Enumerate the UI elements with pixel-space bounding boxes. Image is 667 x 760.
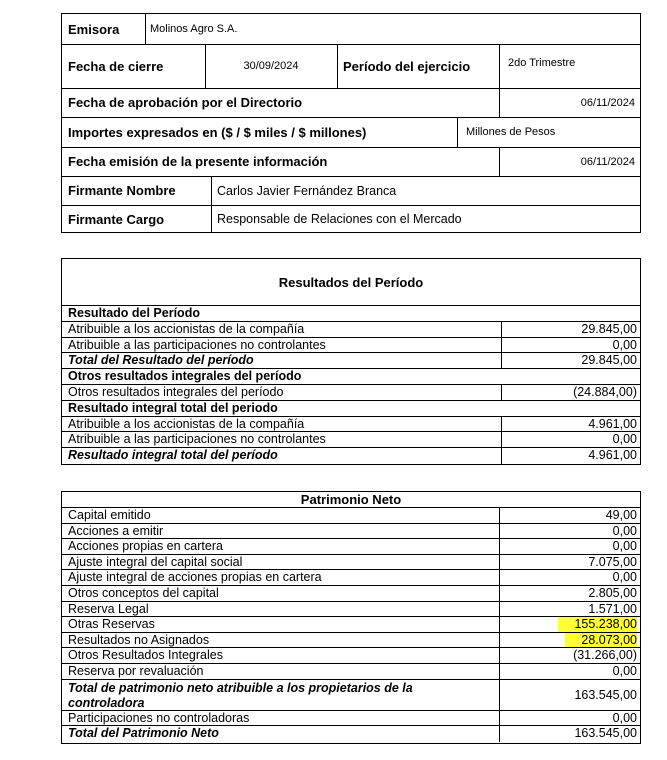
patrimonio-row-value: 1.571,00 (588, 601, 637, 616)
patrimonio-row-label: Reserva por revaluación (68, 664, 204, 678)
aprobacion-value: 06/11/2024 (580, 96, 635, 109)
patrimonio-row-value: 0,00 (612, 664, 637, 678)
patrimonio-row-value: 7.075,00 (588, 554, 637, 569)
resultados-row-label: Resultado integral total del período (68, 448, 278, 463)
resultados-row (62, 385, 640, 401)
patrimonio-row (62, 648, 640, 664)
patrimonio-row (62, 508, 640, 524)
resultados-row (62, 369, 640, 385)
patrimonio-row-value: 28.073,00 (565, 633, 637, 648)
patrimonio-row-value: 0,00 (612, 710, 637, 725)
patrimonio-row-value: (31.266,00) (573, 648, 637, 663)
patrimonio-row-label: Resultados no Asignados (68, 632, 210, 647)
resultados-row-label: Atribuible a los accionistas de la compañía (68, 416, 305, 431)
emisora-label: Emisora (68, 21, 120, 37)
aprobacion-label: Fecha de aprobación por el Directorio (68, 95, 303, 110)
periodo-label: Período del ejercicio (343, 58, 471, 74)
patrimonio-row-label: Ajuste integral de acciones propias en cartera (68, 570, 322, 585)
patrimonio-row-label: Participaciones no controladoras (68, 710, 250, 725)
patrimonio-row-value: 155.238,00 (558, 617, 637, 632)
resultados-row (62, 432, 640, 448)
patrimonio-row-label: Total de patrimonio neto atribuible a los propietarios de la (68, 680, 413, 695)
firmante-cargo-value: Responsable de Relaciones con el Mercado (217, 212, 462, 226)
resultados-row (62, 417, 640, 433)
importes-value: Millones de Pesos (466, 126, 556, 138)
resultados-table (61, 258, 641, 465)
fecha-cierre-value: 30/09/2024 (243, 60, 299, 72)
patrimonio-row-value: 163.545,00 (574, 687, 637, 702)
patrimonio-row-value: 2.805,00 (588, 586, 637, 600)
emision-value: 06/11/2024 (580, 155, 635, 168)
patrimonio-row (62, 539, 640, 555)
resultados-row-value: 0,00 (612, 337, 637, 352)
patrimonio-row-label: Ajuste integral del capital social (68, 554, 243, 569)
patrimonio-row-label: Otros Resultados Integrales (68, 648, 223, 663)
resultados-row-label: Atribuible a las participaciones no controlantes (68, 337, 326, 352)
patrimonio-row-label: Total del Patrimonio Neto (68, 726, 219, 741)
fecha-cierre-label: Fecha de cierre (68, 58, 164, 74)
patrimonio-row-value: 163.545,00 (574, 726, 637, 741)
resultados-row (62, 353, 640, 369)
patrimonio-row-label: Acciones propias en cartera (68, 539, 223, 554)
resultados-row-label: Resultado integral total del periodo (68, 400, 278, 415)
patrimonio-row-label: Acciones a emitir (68, 523, 164, 538)
resultados-title: Resultados del Período (278, 274, 424, 290)
firmante-nombre-value: Carlos Javier Fernández Branca (217, 183, 397, 198)
resultados-row-label: Otros resultados integrales del período (68, 385, 284, 399)
firmante-cargo-label: Firmante Cargo (68, 211, 165, 227)
patrimonio-row (62, 617, 640, 633)
resultados-row-label: Total del Resultado del período (68, 353, 254, 368)
patrimonio-row-value: 0,00 (612, 523, 637, 538)
patrimonio-rows (62, 508, 640, 743)
resultados-row-value: 29.845,00 (581, 321, 637, 336)
patrimonio-row (62, 711, 640, 727)
patrimonio-table (61, 491, 641, 744)
patrimonio-row (62, 633, 640, 649)
patrimonio-row (62, 680, 640, 711)
resultados-row-value: 4.961,00 (588, 416, 637, 431)
issuer-info-table (61, 13, 641, 233)
resultados-row-value: 29.845,00 (581, 353, 637, 368)
patrimonio-row-value: 0,00 (612, 539, 637, 554)
patrimonio-row (62, 524, 640, 540)
patrimonio-row-value: 49,00 (605, 508, 637, 522)
resultados-row-value: 0,00 (612, 432, 637, 447)
resultados-row (62, 401, 640, 417)
patrimonio-row-label: Otras Reservas (68, 617, 155, 632)
emisora-value: Molinos Agro S.A. (150, 23, 238, 35)
patrimonio-row-value: 0,00 (612, 570, 637, 585)
patrimonio-row (62, 570, 640, 586)
resultados-rows (62, 306, 640, 464)
resultados-row-value: 4.961,00 (588, 448, 637, 463)
patrimonio-row (62, 726, 640, 742)
resultados-row-label: Atribuible a las participaciones no controlantes (68, 432, 326, 447)
resultados-row-value: (24.884,00) (573, 385, 637, 399)
resultados-row (62, 322, 640, 338)
patrimonio-row (62, 602, 640, 618)
patrimonio-row (62, 555, 640, 571)
importes-label: Importes expresados en ($ / $ miles / $ millones) (68, 124, 367, 140)
patrimonio-title: Patrimonio Neto (300, 492, 402, 507)
firmante-nombre-label: Firmante Nombre (68, 183, 176, 198)
emision-label: Fecha emisión de la presente información (68, 154, 328, 169)
resultados-row-label: Atribuible a los accionistas de la compañía (68, 321, 305, 336)
patrimonio-row-label: Capital emitido (68, 508, 151, 522)
resultados-row (62, 306, 640, 322)
resultados-row-label: Resultado del Período (68, 306, 200, 320)
resultados-row (62, 448, 640, 464)
patrimonio-row-label: Otros conceptos del capital (68, 586, 219, 600)
resultados-row (62, 338, 640, 354)
patrimonio-row-label-cont: controladora (68, 695, 145, 710)
patrimonio-row (62, 664, 640, 680)
patrimonio-row-label: Reserva Legal (68, 601, 149, 616)
resultados-row-label: Otros resultados integrales del período (68, 369, 302, 384)
periodo-value: 2do Trimestre (508, 57, 576, 69)
patrimonio-row (62, 586, 640, 602)
